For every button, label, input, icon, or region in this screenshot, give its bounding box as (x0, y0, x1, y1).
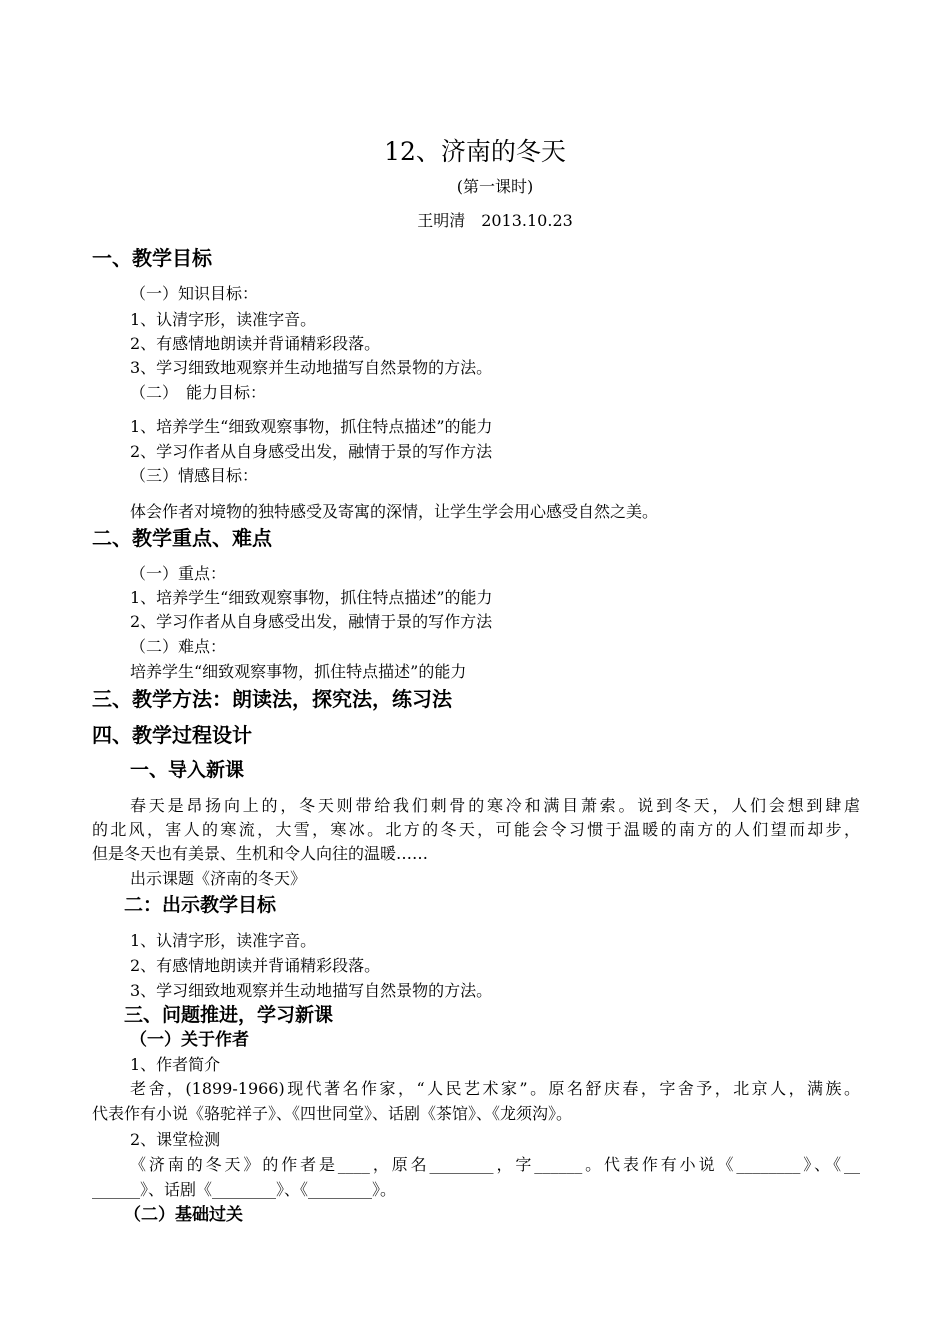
difficulty-text: 培养学生“细致观察事物，抓住特点描述”的能力 (130, 662, 467, 681)
document-title: 12、济南的冬天 (384, 137, 566, 166)
author-intro-line: 代表作有小说《骆驼祥子》、《四世同堂》、话剧《茶馆》、《龙须沟》。 (92, 1104, 573, 1123)
emotion-goal-label: （三）情感目标： (130, 466, 259, 485)
knowledge-goal-item: 3、学习细致地观察并生动地描写自然景物的方法。 (130, 358, 493, 377)
show-lesson-title: 出示课题《济南的冬天》 (130, 869, 307, 888)
section-heading-goals: 一、教学目标 (92, 246, 212, 270)
author-intro-line: 老舍，(1899-1966)现代著名作家，“人民艺术家”。原名舒庆春，字舍予，北京人，满族。 (130, 1079, 860, 1098)
key-point-item: 2、学习作者从自身感受出发，融情于景的写作方法 (130, 612, 493, 631)
intro-paragraph-line: 春天是昂扬向上的，冬天则带给我们刺骨的寒冷和满目萧索。说到冬天，人们会想到肆虐 (130, 796, 860, 815)
key-point-item: 1、培养学生“细致观察事物，抓住特点描述”的能力 (130, 588, 493, 607)
class-check-label: 2、课堂检测 (130, 1130, 221, 1149)
intro-paragraph-line: 的北风，害人的寒流，大雪，寒冰。北方的冬天，可能会令习惯于温暖的南方的人们望而却步， (92, 820, 860, 839)
author-intro-label: 1、作者简介 (130, 1055, 221, 1074)
ability-goal-item: 1、培养学生“细致观察事物，抓住特点描述”的能力 (130, 417, 493, 436)
lesson-period: (第一课时) (456, 177, 534, 196)
goal-item: 1、认清字形，读准字音。 (130, 931, 317, 950)
ability-goal-label: （二） 能力目标： (130, 383, 267, 402)
author-date: 王明清 2013.10.23 (417, 211, 573, 230)
class-check-line: ______》、话剧《________》、《________》。 (92, 1180, 397, 1199)
ability-goal-item: 2、学习作者从自身感受出发，融情于景的写作方法 (130, 442, 493, 461)
emotion-goal-text: 体会作者对境物的独特感受及寄寓的深情，让学生学会用心感受自然之美。 (130, 502, 659, 521)
knowledge-goal-item: 1、认清字形，读准字音。 (130, 310, 317, 329)
subheading-goals: 二：出示教学目标 (124, 894, 277, 916)
difficulty-label: （二）难点： (130, 637, 227, 656)
goal-item: 2、有感情地朗读并背诵精彩段落。 (130, 956, 381, 975)
knowledge-goal-item: 2、有感情地朗读并背诵精彩段落。 (130, 334, 381, 353)
section-heading-methods: 三、教学方法：朗读法，探究法，练习法 (92, 687, 452, 711)
subheading-basics: （二）基础过关 (124, 1205, 243, 1225)
goal-item: 3、学习细致地观察并生动地描写自然景物的方法。 (130, 981, 493, 1000)
section-heading-process: 四、教学过程设计 (92, 723, 252, 747)
key-point-label: （一）重点： (130, 564, 227, 583)
section-heading-key-points: 二、教学重点、难点 (92, 526, 272, 550)
class-check-line: 《济南的冬天》的作者是____，原名________，字______。代表作有小说《________》、《__ (130, 1155, 860, 1174)
subheading-author: （一）关于作者 (130, 1030, 249, 1050)
knowledge-goal-label: （一）知识目标： (130, 284, 259, 303)
intro-paragraph-line: 但是冬天也有美景、生机和令人向往的温暖…… (92, 844, 429, 863)
subheading-intro: 一、导入新课 (130, 759, 245, 781)
subheading-advance: 三、问题推进，学习新课 (124, 1004, 334, 1026)
